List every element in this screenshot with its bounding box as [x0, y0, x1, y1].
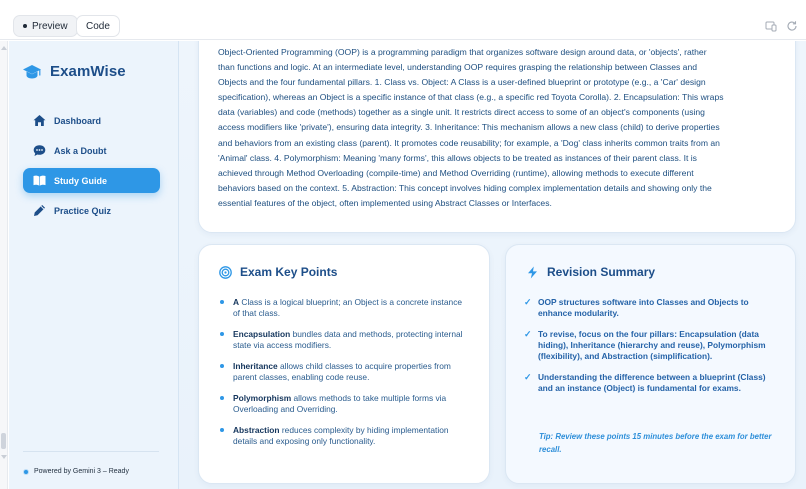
exam-key-points-header	[219, 265, 337, 279]
key-point-text: bundles data and methods, protecting internal state via access modifiers.	[233, 329, 463, 350]
revision-list	[524, 297, 779, 404]
revision-tip: Tip: Review these points 15 minutes before the exam for better recall.	[539, 432, 772, 454]
exam-key-points-card	[198, 244, 490, 484]
graduation-cap-icon	[22, 64, 42, 80]
key-point-text: Class is a logical blueprint; an Object is a concrete instance of that class.	[233, 297, 463, 318]
revision-summary-header	[526, 265, 655, 279]
book-icon	[33, 174, 46, 187]
check-icon: ✓	[524, 372, 532, 382]
scroll-up-arrow-icon[interactable]	[1, 46, 7, 50]
scroll-down-arrow-icon[interactable]	[1, 455, 7, 459]
key-term: A	[233, 297, 240, 307]
target-icon	[219, 266, 232, 279]
pen-icon	[33, 204, 46, 217]
preview-tab[interactable]	[13, 15, 78, 37]
status-text: Powered by Gemini 3 – Ready	[34, 468, 129, 475]
code-tab-label: Code	[86, 20, 110, 32]
list-item	[524, 329, 779, 362]
revision-point-text: Understanding the difference between a blueprint (Class) and an instance (Object) is fundamental for exams.	[538, 372, 766, 393]
key-term: Polymorphism	[233, 393, 292, 403]
active-dot	[23, 24, 27, 28]
app-frame	[9, 41, 806, 489]
key-term: Encapsulation	[233, 329, 291, 339]
brand[interactable]	[22, 63, 126, 80]
revision-summary-title: Revision Summary	[547, 265, 656, 279]
home-icon	[33, 114, 46, 127]
code-tab[interactable]	[76, 15, 120, 37]
list-item	[219, 297, 469, 319]
explanation-line: access modifiers like 'private'), ensuring data integrity. 3. Inheritance: This mechanism allows a new class (child) to derive properties	[218, 122, 720, 133]
explanation-line: data (variables) and code (methods) together as a single unit. It restricts direct access to some of an object's components (using	[218, 107, 705, 118]
revision-point-text: OOP structures software into Classes and Objects to enhance modularity.	[538, 297, 749, 318]
list-item	[219, 361, 469, 383]
key-point-text: reduces complexity by hiding implementation details and exposing only functionality.	[233, 425, 449, 446]
chat-icon	[33, 144, 46, 157]
list-item	[524, 372, 779, 394]
outer-scrollbar[interactable]	[0, 41, 8, 489]
explanation-line: achieved through Method Overloading (compile-time) and Method Overriding (runtime), allowing methods to execute different	[218, 167, 694, 178]
preview-toolbar	[0, 0, 806, 40]
list-item	[219, 329, 469, 351]
key-points-list	[219, 297, 469, 457]
device-icon[interactable]	[765, 20, 777, 32]
list-item	[524, 297, 779, 319]
revision-point-text: To revise, focus on the four pillars: Encapsulation (data hiding), Inheritance (hierarchy and reuse), Polymorphism (flexibility), and Abstraction (simplification).	[538, 329, 766, 361]
explanation-line: and behaviors from an existing class (parent). It promotes code reusability; for example, a 'Dog' class inherits common traits from an	[218, 137, 720, 148]
scroll-handle[interactable]	[1, 433, 6, 449]
refresh-icon[interactable]	[786, 20, 798, 32]
key-point-text: allows child classes to acquire properties from parent classes, enabling code reuse.	[233, 361, 451, 382]
sidebar-item-study-guide[interactable]	[23, 168, 160, 193]
sidebar-nav	[23, 108, 160, 228]
main-content[interactable]	[179, 41, 806, 489]
sidebar	[9, 41, 179, 489]
status-indicator	[23, 469, 29, 475]
sidebar-item-label: Practice Quiz	[54, 205, 112, 216]
sidebar-item-label: Study Guide	[54, 175, 108, 186]
explanation-line: than functions and logic. At an intermediate level, understanding OOP requires grasping the relationship between Classes and	[218, 62, 698, 73]
explanation-line: Object-Oriented Programming (OOP) is a programming paradigm that organizes software design around data, or 'objects', rather	[218, 47, 707, 57]
explanation-line: essential features of the object, often implemented using Abstract Classes or Interfaces.	[218, 197, 552, 208]
sidebar-item-practice-quiz[interactable]	[23, 198, 160, 223]
sidebar-item-label: Ask a Doubt	[54, 145, 107, 156]
sidebar-item-dashboard[interactable]	[23, 108, 160, 133]
preview-tab-label: Preview	[32, 20, 68, 32]
list-item	[219, 425, 469, 447]
sidebar-item-ask-doubt[interactable]	[23, 138, 160, 163]
explanation-line: behaviors based on the context. 5. Abstraction: This concept involves hiding complex implementation details and showing only the	[218, 182, 712, 193]
list-item	[219, 393, 469, 415]
explanation-line: 'Animal' class. 4. Polymorphism: Meaning 'many forms', this allows objects to be treated as instances of their parent class. It is	[218, 152, 697, 163]
sidebar-item-label: Dashboard	[54, 115, 102, 126]
key-term: Abstraction	[233, 425, 280, 435]
check-icon: ✓	[524, 297, 532, 307]
explanation-line: specification), whereas an Object is a specific instance of that class (e.g., a specific red Toyota Corolla). 2. Encapsulation: This wraps	[218, 92, 724, 103]
key-point-text: allows methods to take multiple forms via Overloading and Overriding.	[233, 393, 447, 414]
exam-key-points-title: Exam Key Points	[240, 265, 338, 279]
explanation-line: Objects and the four fundamental pillars. 1. Class vs. Object: A Class is a user-defined blueprint or prototype (e.g., a 'Car' design	[218, 77, 706, 88]
explanation-text	[218, 45, 778, 211]
revision-summary-card	[505, 244, 796, 484]
key-term: Inheritance	[233, 361, 278, 371]
check-icon: ✓	[524, 329, 532, 339]
brand-name: ExamWise	[50, 63, 126, 80]
status-footer	[23, 451, 159, 475]
explanation-card	[198, 41, 796, 233]
lightning-icon	[526, 266, 539, 279]
